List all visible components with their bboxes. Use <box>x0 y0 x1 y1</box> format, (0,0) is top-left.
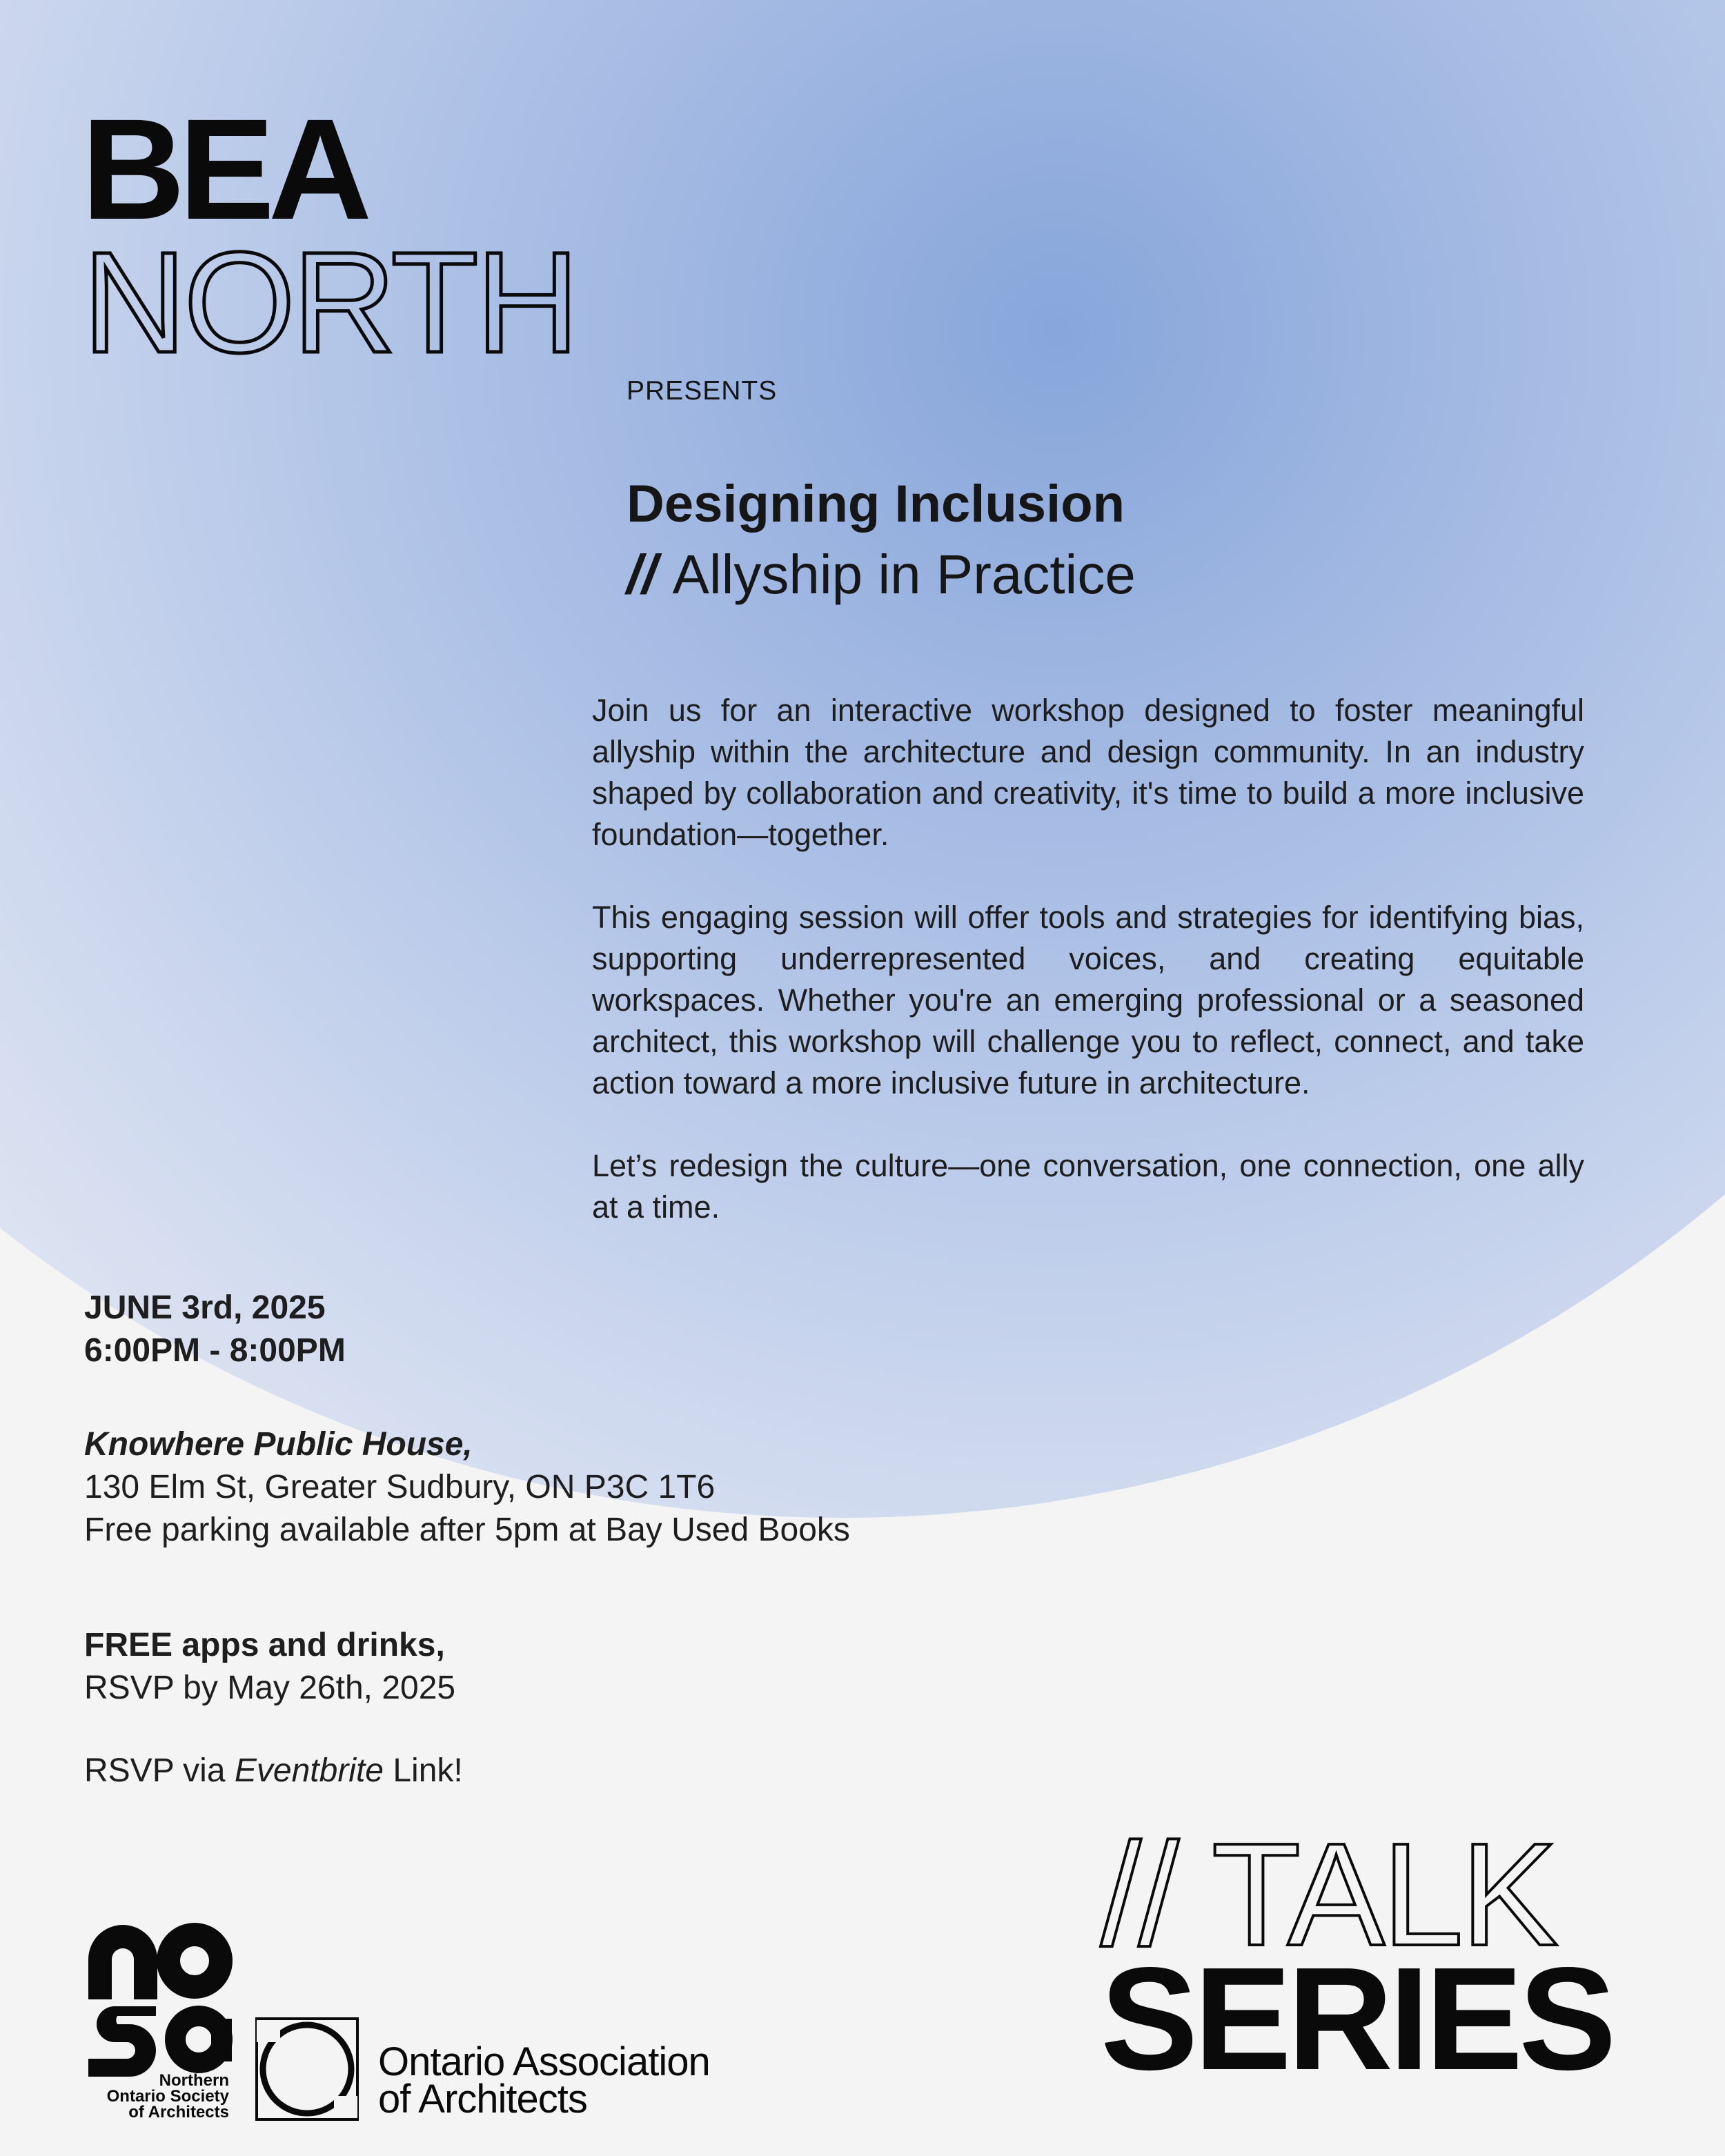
venue-name: Knowhere Public House, <box>84 1426 473 1463</box>
presents-label: PRESENTS <box>627 376 778 406</box>
oaa-line-2: of Architects <box>378 2077 587 2122</box>
rsvp-suffix: Link! <box>384 1752 463 1789</box>
rsvp-link-line <box>84 1750 463 1792</box>
event-date: JUNE 3rd, 2025 <box>84 1289 326 1326</box>
nosa-line-2: Ontario Society <box>106 2087 229 2106</box>
event-datetime <box>84 1287 346 1372</box>
event-location <box>84 1423 850 1552</box>
brand-bea: BEA <box>81 90 366 250</box>
description-paragraph-2: This engaging session will offer tools and strategies for identifying bias, supporting underrepresented voices, and creating equitable workspaces. Whether you're an emerging professional or a seasoned architect, this workshop will challenge you to reflect, connect, and take action toward a more inclusive future in architecture. <box>592 900 1584 1100</box>
description <box>592 690 1584 1228</box>
event-title: Designing Inclusion <box>627 475 1125 533</box>
description-paragraph-1: Join us for an interactive workshop designed to foster meaningful allyship within the architecture and design community. In an industry shaped by collaboration and creativity, it's time to build a more inclusive foundation—together. <box>592 693 1584 852</box>
nosa-line-1: Northern <box>159 2071 229 2090</box>
description-paragraph-3: Let’s redesign the culture—one conversation, one connection, one ally at a time. <box>592 1148 1584 1225</box>
nosa-line-3: of Architects <box>128 2103 229 2122</box>
oaa-wordmark <box>378 2039 710 2122</box>
rsvp-prefix: RSVP via <box>84 1752 235 1789</box>
event-rsvp <box>84 1624 463 1792</box>
subtitle-text: Allyship in Practice <box>672 544 1136 605</box>
brand-north: NORTH <box>83 223 577 383</box>
oaa-logo-icon <box>255 2017 359 2121</box>
perks-text: FREE apps and drinks, <box>84 1627 445 1663</box>
talk-heading: // TALK <box>1101 1812 1556 1976</box>
venue-address: 130 Elm St, Greater Sudbury, ON P3C 1T6 <box>84 1469 716 1505</box>
oaa-line-1: Ontario Association <box>378 2039 710 2084</box>
nosa-logo-icon <box>84 1918 236 2077</box>
parking-note: Free parking available after 5pm at Bay Used Books <box>84 1512 850 1548</box>
rsvp-deadline: RSVP by May 26th, 2025 <box>84 1670 456 1706</box>
event-subtitle <box>627 544 1136 605</box>
nosa-wordmark <box>83 2073 229 2120</box>
rsvp-platform-link[interactable]: Eventbrite <box>234 1752 384 1789</box>
series-heading: SERIES <box>1101 1937 1613 2100</box>
subtitle-slashes: // <box>627 544 658 605</box>
event-time: 6:00PM - 8:00PM <box>84 1332 346 1369</box>
